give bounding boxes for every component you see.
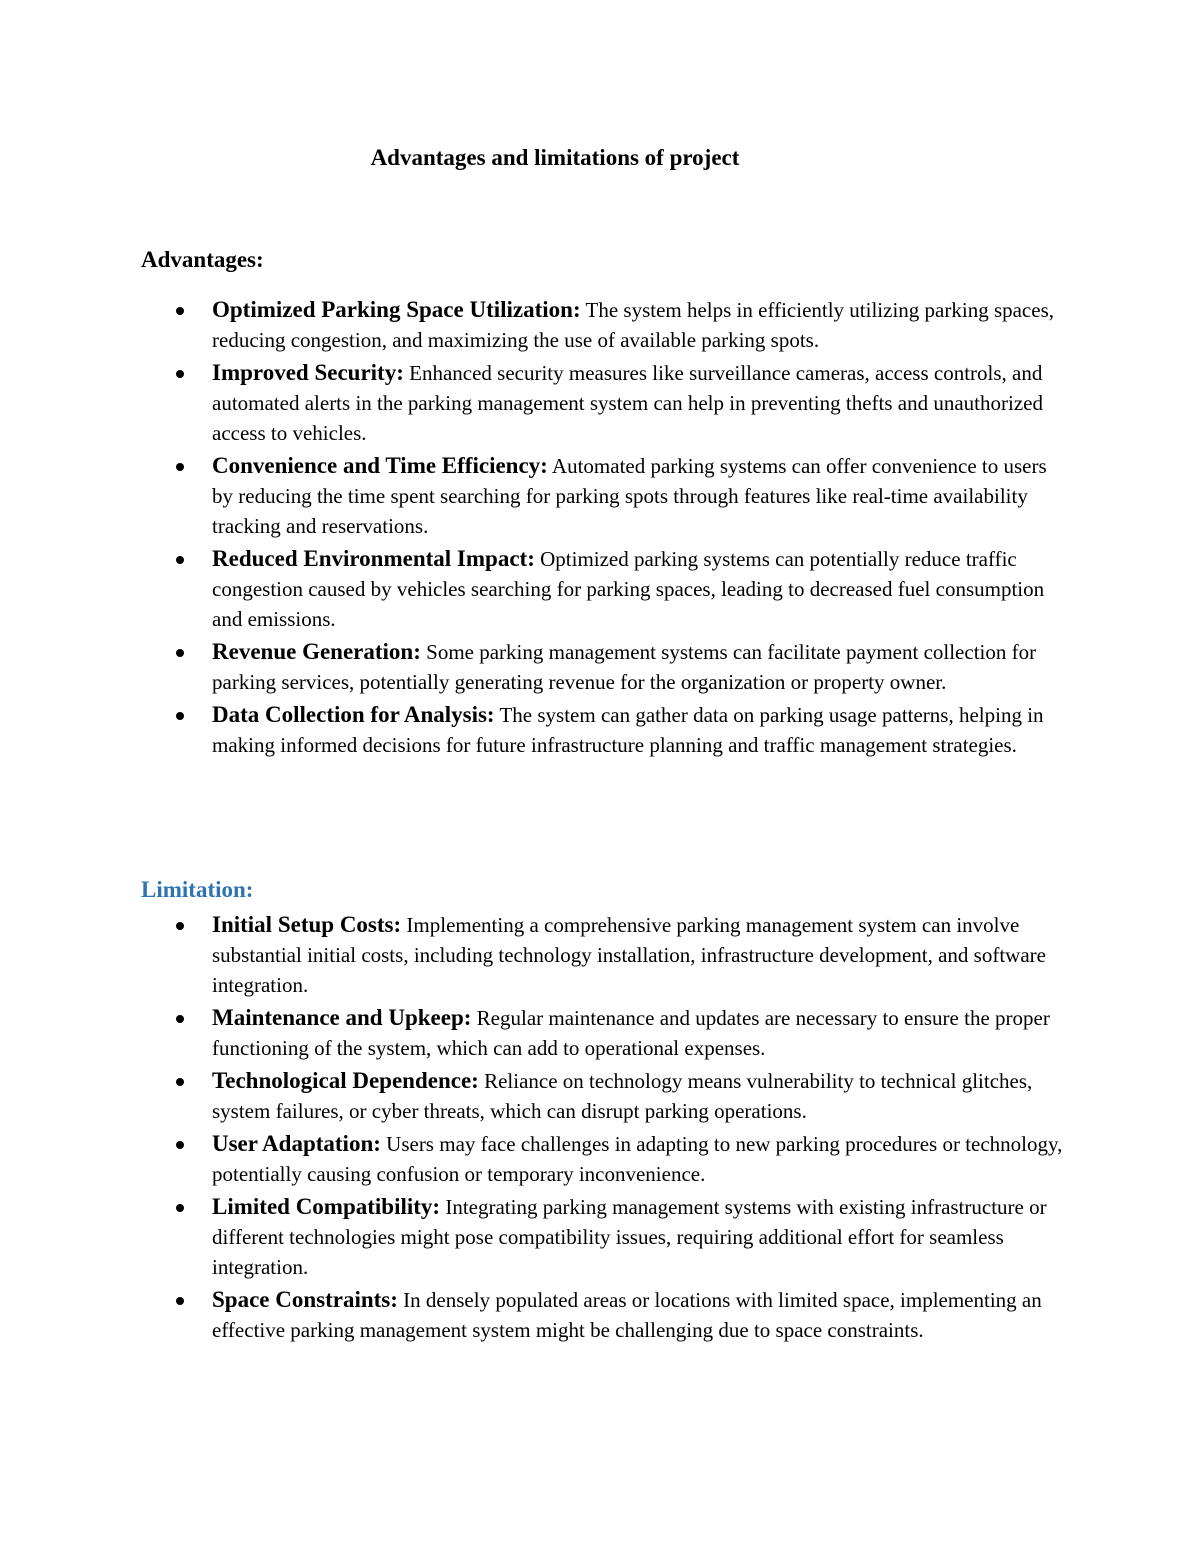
item-term: Revenue Generation:	[212, 639, 421, 664]
item-text: Optimized parking systems can potentially reduce traffic congestion caused by vehicles searching for parking spaces, leading to decreased fuel consumption and emissions.	[212, 547, 1045, 631]
list-item	[0, 1192, 1200, 1282]
list-item	[0, 700, 1200, 760]
bullet-dot-icon	[176, 463, 184, 471]
list-item	[0, 1129, 1200, 1189]
item-text: In densely populated areas or locations with limited space, implementing an effective parking management system might be challenging due to space constraints.	[212, 1288, 1042, 1342]
advantages-heading: Advantages:	[141, 247, 264, 272]
bullet-dot-icon	[176, 1078, 184, 1086]
item-term: Initial Setup Costs:	[212, 912, 402, 937]
page-title: Advantages and limitations of project	[370, 145, 740, 170]
item-text: Users may face challenges in adapting to new parking procedures or technology, potentially causing confusion or temporary inconvenience.	[212, 1132, 1063, 1186]
item-term: Convenience and Time Efficiency:	[212, 453, 548, 478]
item-text: Automated parking systems can offer convenience to users by reducing the time spent searching for parking spots through features like real-time availability tracking and reservations.	[212, 454, 1047, 538]
bullet-dot-icon	[176, 556, 184, 564]
list-item	[0, 544, 1200, 634]
list-item	[0, 451, 1200, 541]
item-text: Reliance on technology means vulnerability to technical glitches, system failures, or cyber threats, which can disrupt parking operations.	[212, 1069, 1033, 1123]
list-item	[0, 358, 1200, 448]
advantages-list	[0, 295, 1200, 763]
bullet-dot-icon	[176, 1141, 184, 1149]
item-term: Maintenance and Upkeep:	[212, 1005, 472, 1030]
item-text: Implementing a comprehensive parking management system can involve substantial initial costs, including technology installation, infrastructure development, and software integration.	[212, 913, 1046, 997]
bullet-dot-icon	[176, 649, 184, 657]
item-text: Regular maintenance and updates are necessary to ensure the proper functioning of the system, which can add to operational expenses.	[212, 1006, 1050, 1060]
bullet-dot-icon	[176, 712, 184, 720]
item-text: The system helps in efficiently utilizing parking spaces, reducing congestion, and maximizing the use of available parking spots.	[212, 298, 1055, 352]
item-term: Data Collection for Analysis:	[212, 702, 495, 727]
item-term: Technological Dependence:	[212, 1068, 479, 1093]
item-text: Enhanced security measures like surveillance cameras, access controls, and automated alerts in the parking management system can help in preventing thefts and unauthorized access to vehicles.	[212, 361, 1043, 445]
item-term: Improved Security:	[212, 360, 404, 385]
bullet-dot-icon	[176, 922, 184, 930]
list-item	[0, 910, 1200, 1000]
bullet-dot-icon	[176, 1204, 184, 1212]
item-term: User Adaptation:	[212, 1131, 381, 1156]
list-item	[0, 1003, 1200, 1063]
bullet-dot-icon	[176, 307, 184, 315]
list-item	[0, 1285, 1200, 1345]
item-text: Some parking management systems can facilitate payment collection for parking services, potentially generating revenue for the organization or property owner.	[212, 640, 1037, 694]
bullet-dot-icon	[176, 1015, 184, 1023]
list-item	[0, 637, 1200, 697]
item-term: Limited Compatibility:	[212, 1194, 441, 1219]
limitations-heading: Limitation:	[141, 877, 254, 902]
list-item	[0, 1066, 1200, 1126]
list-item	[0, 295, 1200, 355]
item-term: Space Constraints:	[212, 1287, 398, 1312]
item-text: Integrating parking management systems with existing infrastructure or different technologies might pose compatibility issues, requiring additional effort for seamless integration.	[212, 1195, 1047, 1279]
item-text: The system can gather data on parking usage patterns, helping in making informed decisions for future infrastructure planning and traffic management strategies.	[212, 703, 1044, 757]
bullet-dot-icon	[176, 1297, 184, 1305]
item-term: Optimized Parking Space Utilization:	[212, 297, 581, 322]
bullet-dot-icon	[176, 370, 184, 378]
limitations-list	[0, 910, 1200, 1348]
item-term: Reduced Environmental Impact:	[212, 546, 535, 571]
